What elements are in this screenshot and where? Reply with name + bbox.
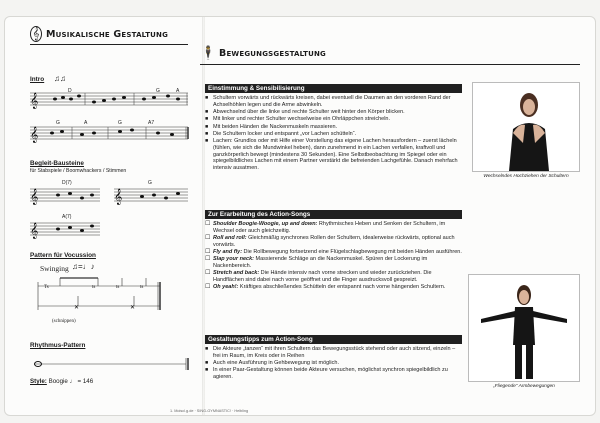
chord-label: A(7) [62,214,72,220]
svg-text:𝄞: 𝄞 [30,126,39,142]
action-song-box [205,210,462,291]
vocussion-syllable: ts [92,285,96,290]
list-item: ☐ Slap your neck: Massierende Schläge an die Nackenmuskel. Spüren der Lockerung im Nackenbereich. [205,256,462,269]
chord-label: G [148,180,152,186]
rhythmus-label: Rhythmus-Pattern [30,342,86,349]
list-item: ☐ Fly and fly: Die Rollbewegung fortsetzend eine Flügelschlagbewegung mit beiden Händen ausführen. [205,249,462,256]
tips-box [205,335,462,381]
list-item: ■ Auch eine Ausführung in Gehbewegung ist möglich. [205,360,462,367]
begleit-staff-2 [30,218,110,240]
begleit-staff-1 [30,184,190,206]
action-song-title: Zur Erarbeitung des Action-Songs [205,210,462,219]
quarter-note-icon: ♩ [69,378,76,385]
chord-label: D [68,88,72,94]
chord-label: A [176,88,180,94]
svg-text:𝄞: 𝄞 [114,188,123,204]
intro-staff-2 [30,122,190,144]
movement-section-title: Bewegungsgestaltung [219,47,326,59]
vocussion-syllable: ts [116,285,120,290]
person-arrow-icon: 🕴 [200,45,217,60]
svg-text:✕: ✕ [74,305,80,311]
style-line [30,378,93,385]
style-value: Boogie [48,378,68,385]
photo-caption: „Fliegende“ Armbewegungen [493,384,555,389]
list-item: ■ Mit linker und rechter Schulter wechselweise ein Ohrläppchen streicheln. [205,116,462,123]
action-song-list [205,221,462,291]
woman-flying-image [469,275,579,381]
list-item: ■ Schultern vorwärts und rückwärts kreisen, dabei eventuell die Daumen an den vorderen Rand der Achselhöhlen legen und die Arme abwinkeln. [205,95,462,108]
list-item: ☐ Roll and roll: Gleichmäßig synchrones Rollen der Schultern, idealerweise rückwärts, optional auch vorwärts. [205,235,462,248]
photo-caption: Wechselndes Hochziehen der Schultern [483,174,569,179]
svg-text:𝄞: 𝄞 [30,188,39,204]
list-item: ■ Lachen: Grundlos oder mit Hilfe einer Vorstellung das eigene Lachen herausfordern – zuerst lächeln (fühlen, wie sich die Mundwinkel heben), dann zunehmend in ein Lachen verfallen, kraftvoll und ganzkörperlich bewegt (mindestens 30 Sekunden). Eine Selbstbeobachtung im Spiegel oder ein spiegelbildliches Lachen mit einem Partner verstärkt die befreienden Lachgefühle. Danach mehrfach intensiv ausatmen. [205,138,462,172]
begleit-subtitle: für Stabspiele / Boomwhackers / Stimmen [30,168,127,174]
chord-label: A7 [148,120,155,126]
tempo-value: = 146 [77,378,94,385]
photo-shoulders [472,82,580,172]
tips-list [205,346,462,381]
style-label: Style: [30,378,47,385]
swinging-label: Swinging [40,264,69,273]
swing-notes-icon: ♫=♩♪ [72,262,95,271]
vocussion-syllable: ts [140,285,144,290]
woman-figure-image [473,83,579,171]
chord-label: A [84,120,88,126]
rhythmus-staff [30,354,190,374]
musical-section-title: Musikalische Gestaltung [46,28,169,40]
svg-text:✕: ✕ [130,305,136,311]
warmup-title: Einstimmung & Sensibilisierung [205,84,462,93]
chord-label: D(7) [62,180,72,186]
intro-staff-1 [30,88,190,110]
list-item: ■ In einer Paar-Gestaltung können beide Akteure versuchen, möglichst synchron spiegelbildlich zu agieren. [205,367,462,380]
pattern-label: Pattern für Vocussion [30,252,96,259]
vocussion-syllable: Ts [44,285,49,290]
chord-label: G [118,120,122,126]
musical-section-header [30,26,188,45]
svg-text:𝄞: 𝄞 [30,92,39,108]
intro-label: Intro [30,76,45,83]
list-item: ■ Die Schultern locker und entspannt „vor Lachen schütteln“. [205,131,462,138]
vocussion-staff [30,276,190,316]
footer-text: 1. Moiscl.g.de · SING-GYMNASTIC! · Helbling [170,409,249,413]
list-item: ☐ Shoulder Boogie-Woogie, up and down: Rhythmisches Heben und Senken der Schultern, im Wechsel oder auch gleichzeitig. [205,221,462,234]
list-item: ☐ Stretch and back: Die Hände intensiv nach vorne strecken und wieder zurückziehen. Die Handflächen sind dabei nach vorne geöffnet und die Finger ausdrucksvoll gespreizt. [205,270,462,283]
list-item: ☐ Oh yeah!: Kräftiges abschließendes Schütteln der entspannt nach vorne hängenden Schultern. [205,284,462,291]
note-eighths-icon: ♫♫ [54,74,66,83]
chord-label: G [56,120,60,126]
list-item: ■ Abwechselnd über die linke und rechte Schulter weit hinter den Körper blicken. [205,109,462,116]
svg-text:𝄞: 𝄞 [30,222,39,238]
begleit-label: Begleit-Bausteine [30,160,84,167]
list-item: ■ Mit beiden Händen die Nackenmuskeln massieren. [205,124,462,131]
tips-title: Gestaltungstipps zum Action-Song [205,335,462,344]
warmup-box [205,84,462,172]
list-item: ■ Die Akteure „tanzen“ mit ihren Schultern das Bewegungsstück stehend oder auch sitzend, einzeln – frei im Raum, im Kreis oder in Reihen [205,346,462,359]
treble-clef-icon: 𝄞 [30,26,42,42]
schnippen-label: (schnippen) [52,319,76,324]
chord-label: G [156,88,160,94]
warmup-list [205,95,462,172]
photo-flying [468,274,580,382]
movement-section-header [200,44,580,65]
